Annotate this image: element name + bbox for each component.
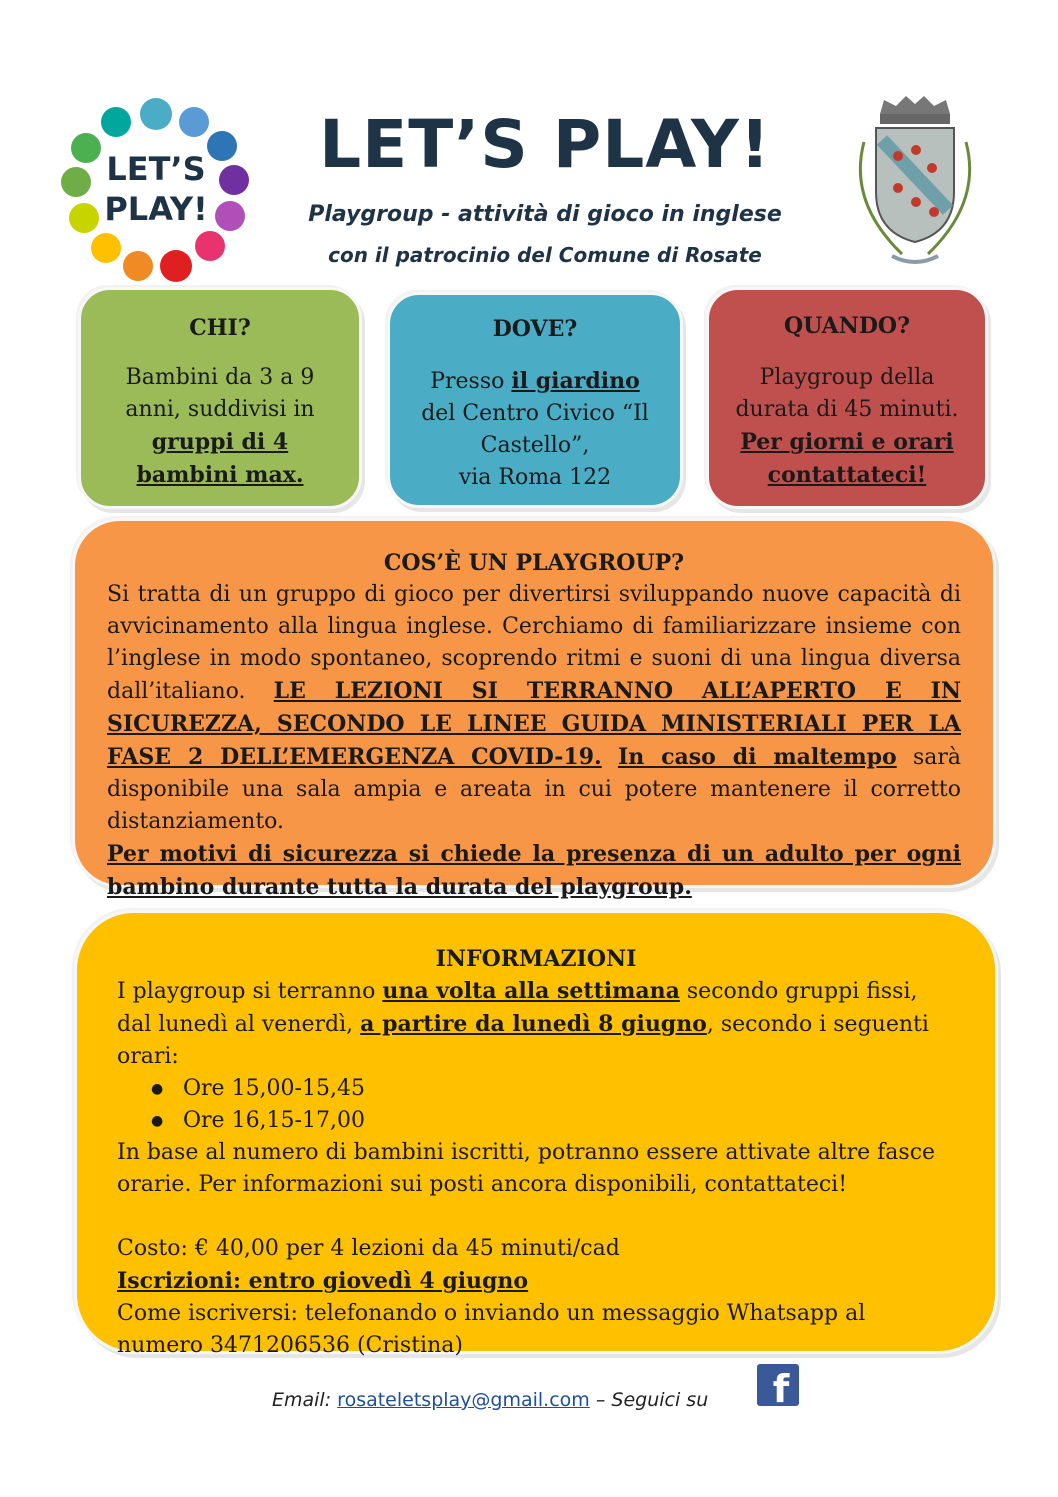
who-text-line-1: Bambini da 3 a 9 <box>125 365 315 390</box>
time-slot-item: ● Ore 15,00-15,45 <box>183 1073 955 1105</box>
info-how-to-register: Come iscriversi: telefonando o inviando un messaggio Whatsapp al numero 3471206536 (Cristina) <box>117 1301 866 1358</box>
info-box <box>74 910 998 1358</box>
follow-text: – Seguici su <box>595 1389 709 1411</box>
where-text-line-3: Castello”, <box>480 433 590 458</box>
page-title: LET’S PLAY! <box>319 106 771 183</box>
footer <box>272 1384 708 1416</box>
facebook-letter: f <box>772 1367 790 1406</box>
subtitle-patronage: con il patrocinio del Comune di Rosate <box>328 243 762 267</box>
where-text-presso: Presso <box>430 369 505 394</box>
playgroup-indoor-room: sarà disponibile una sala ampia e areata in cui potere mantenere il corretto distanziamento. <box>107 745 961 834</box>
time-slot-list <box>117 1073 955 1137</box>
who-groups-emphasis: gruppi di 4 <box>151 429 289 455</box>
info-schedule-a: I playgroup si terranno <box>117 979 376 1004</box>
rosate-crest-icon <box>842 92 988 272</box>
when-contact-emphasis-2: contattateci! <box>767 462 927 488</box>
logo-text-1: LET’S <box>106 150 206 188</box>
lets-play-logo <box>52 88 260 288</box>
info-schedule-e: , secondo i seguenti orari: <box>117 1012 929 1069</box>
logo-text-2: PLAY! <box>104 190 208 228</box>
playgroup-box <box>72 518 996 900</box>
when-heading: QUANDO? <box>784 313 910 339</box>
where-garden-emphasis: il giardino <box>511 368 640 394</box>
when-text-line-1: Playgroup della <box>759 365 935 390</box>
who-heading: CHI? <box>189 315 251 341</box>
info-extra-slots: In base al numero di bambini iscritti, potranno essere attivate altre fasce orarie. Per informazioni sui posti ancora disponibili, contattateci! <box>117 1140 936 1197</box>
when-box <box>706 287 988 509</box>
where-text-line-2: del Centro Civico “Il <box>421 401 649 426</box>
playgroup-safety-notice: LE LEZIONI SI TERRANNO ALL’APERTO E IN SICUREZZA, SECONDO LE LINEE GUIDA MINISTERIALI PER LA FASE 2 DELL’EMERGENZA COVID-19. <box>107 678 961 770</box>
who-box <box>78 287 362 509</box>
playgroup-heading: COS’È UN PLAYGROUP? <box>383 550 685 576</box>
info-start-date: a partire da lunedì 8 giugno <box>360 1011 707 1037</box>
info-schedule <box>117 975 955 1073</box>
playgroup-adult-required: Per motivi di sicurezza si chiede la presenza di un adulto per ogni bambino durante tutta la durata del playgroup. <box>107 841 961 900</box>
facebook-icon[interactable] <box>757 1364 799 1406</box>
email-link[interactable]: rosateletsplay@gmail.com <box>337 1389 590 1411</box>
where-box <box>387 292 683 508</box>
who-max-emphasis: bambini max. <box>136 462 304 488</box>
email-label: Email: <box>272 1389 332 1411</box>
info-cost: Costo: € 40,00 per 4 lezioni da 45 minuti/cad <box>117 1236 620 1261</box>
who-text-line-2: anni, suddivisi in <box>125 397 315 422</box>
info-deadline: Iscrizioni: entro giovedì 4 giugno <box>117 1268 529 1294</box>
when-text-line-2: durata di 45 minuti. <box>735 397 959 422</box>
playgroup-bad-weather: In caso di maltempo <box>617 744 897 770</box>
where-address: via Roma 122 <box>458 465 612 490</box>
when-contact-emphasis-1: Per giorni e orari <box>740 429 954 455</box>
playgroup-description <box>107 579 961 838</box>
playgroup-intro: Si tratta di un gruppo di gioco per divertirsi sviluppando nuove capacità di avvicinamento alla lingua inglese. Cerchiamo di familiarizzare insieme con l’inglese in modo spontaneo, scoprendo ritmi e suoni di una lingua diversa dall’italiano. <box>107 582 961 704</box>
info-schedule-c: secondo gruppi fissi, dal lunedì al venerdì, <box>117 979 918 1037</box>
info-heading: INFORMAZIONI <box>435 946 637 972</box>
where-heading: DOVE? <box>492 316 578 342</box>
info-weekly-emphasis: una volta alla settimana <box>382 978 680 1004</box>
subtitle-main: Playgroup - attività di gioco in inglese <box>308 202 782 227</box>
time-slot-item: ● Ore 16,15-17,00 <box>183 1105 955 1137</box>
